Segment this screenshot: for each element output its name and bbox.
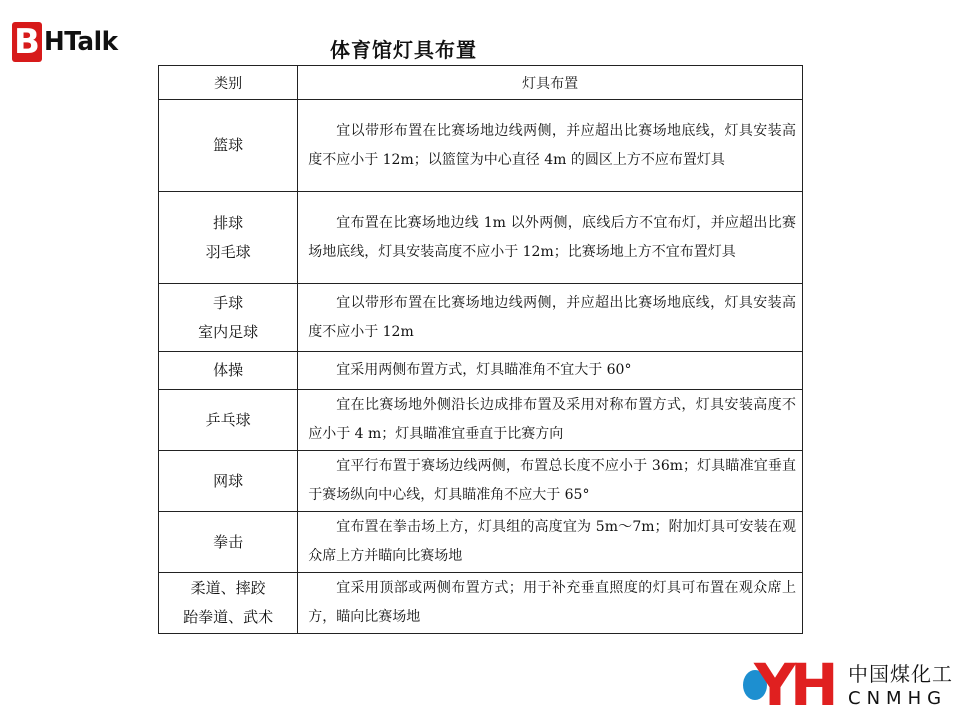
brand-name-en: CNMHG xyxy=(848,688,948,709)
table-row xyxy=(159,512,803,573)
bhtalk-logo xyxy=(12,20,121,64)
table-row xyxy=(159,573,803,634)
category-label: 羽毛球 xyxy=(205,242,251,261)
table-row xyxy=(159,352,803,390)
category-label: 室内足球 xyxy=(198,322,259,341)
layout-description-cell: 宜平行布置于赛场边线两侧，布置总长度不应小于 36m；灯具瞄准宜垂直于赛场纵向中心线，灯具瞄准角不应大于 65° xyxy=(298,451,803,512)
brand-name-cn: 中国煤化工 xyxy=(848,662,953,686)
lighting-layout-table xyxy=(158,65,803,634)
table-header-row xyxy=(159,66,803,100)
table-row xyxy=(159,390,803,451)
table-row xyxy=(159,284,803,352)
category-cell xyxy=(159,100,298,192)
category-label: 柔道、摔跤 xyxy=(190,579,266,597)
layout-description-cell: 宜布置在比赛场地边线 1m 以外两侧，底线后方不宜布灯，并应超出比赛场地底线，灯具安装高度不应小于 12m；比赛场地上方不宜布置灯具 xyxy=(298,192,803,284)
table-row xyxy=(159,451,803,512)
category-label: 乒乓球 xyxy=(205,410,251,429)
header-layout: 灯具布置 xyxy=(298,66,803,100)
category-label: 网球 xyxy=(213,471,244,490)
category-label: 体操 xyxy=(213,361,244,379)
layout-description-cell: 宜以带形布置在比赛场地边线两侧，并应超出比赛场地底线，灯具安装高度不应小于 12m xyxy=(298,284,803,352)
layout-description-cell: 宜采用顶部或两侧布置方式；用于补充垂直照度的灯具可布置在观众席上方，瞄向比赛场地 xyxy=(298,573,803,634)
category-cell xyxy=(159,192,298,284)
category-cell xyxy=(159,390,298,451)
category-cell xyxy=(159,512,298,573)
header-category: 类别 xyxy=(159,66,298,100)
category-label: 跆拳道、武术 xyxy=(183,608,274,626)
layout-description-cell: 宜采用两侧布置方式，灯具瞄准角不宜大于 60° xyxy=(298,352,803,390)
category-label: 排球 xyxy=(213,213,244,232)
table-row xyxy=(159,192,803,284)
category-label: 拳击 xyxy=(213,532,244,551)
category-label: 手球 xyxy=(213,293,244,312)
layout-description-cell: 宜以带形布置在比赛场地边线两侧，并应超出比赛场地底线，灯具安装高度不应小于 12m；以篮筐为中心直径 4m 的圆区上方不应布置灯具 xyxy=(298,100,803,192)
category-cell xyxy=(159,451,298,512)
brand-mark: YH xyxy=(754,651,833,719)
cnmhg-brand xyxy=(740,650,960,720)
layout-description-cell: 宜布置在拳击场上方，灯具组的高度宜为 5m～7m；附加灯具可安装在观众席上方并瞄向比赛场地 xyxy=(298,512,803,573)
category-cell xyxy=(159,352,298,390)
logo-text: HTalk xyxy=(44,27,118,57)
table-row xyxy=(159,100,803,192)
category-cell xyxy=(159,573,298,634)
logo-mark: B xyxy=(12,22,42,62)
layout-description-cell: 宜在比赛场地外侧沿长边成排布置及采用对称布置方式，灯具安装高度不应小于 4 m；灯具瞄准宜垂直于比赛方向 xyxy=(298,390,803,451)
category-label: 篮球 xyxy=(213,136,244,154)
page-title: 体育馆灯具布置 xyxy=(330,38,477,62)
category-cell xyxy=(159,284,298,352)
